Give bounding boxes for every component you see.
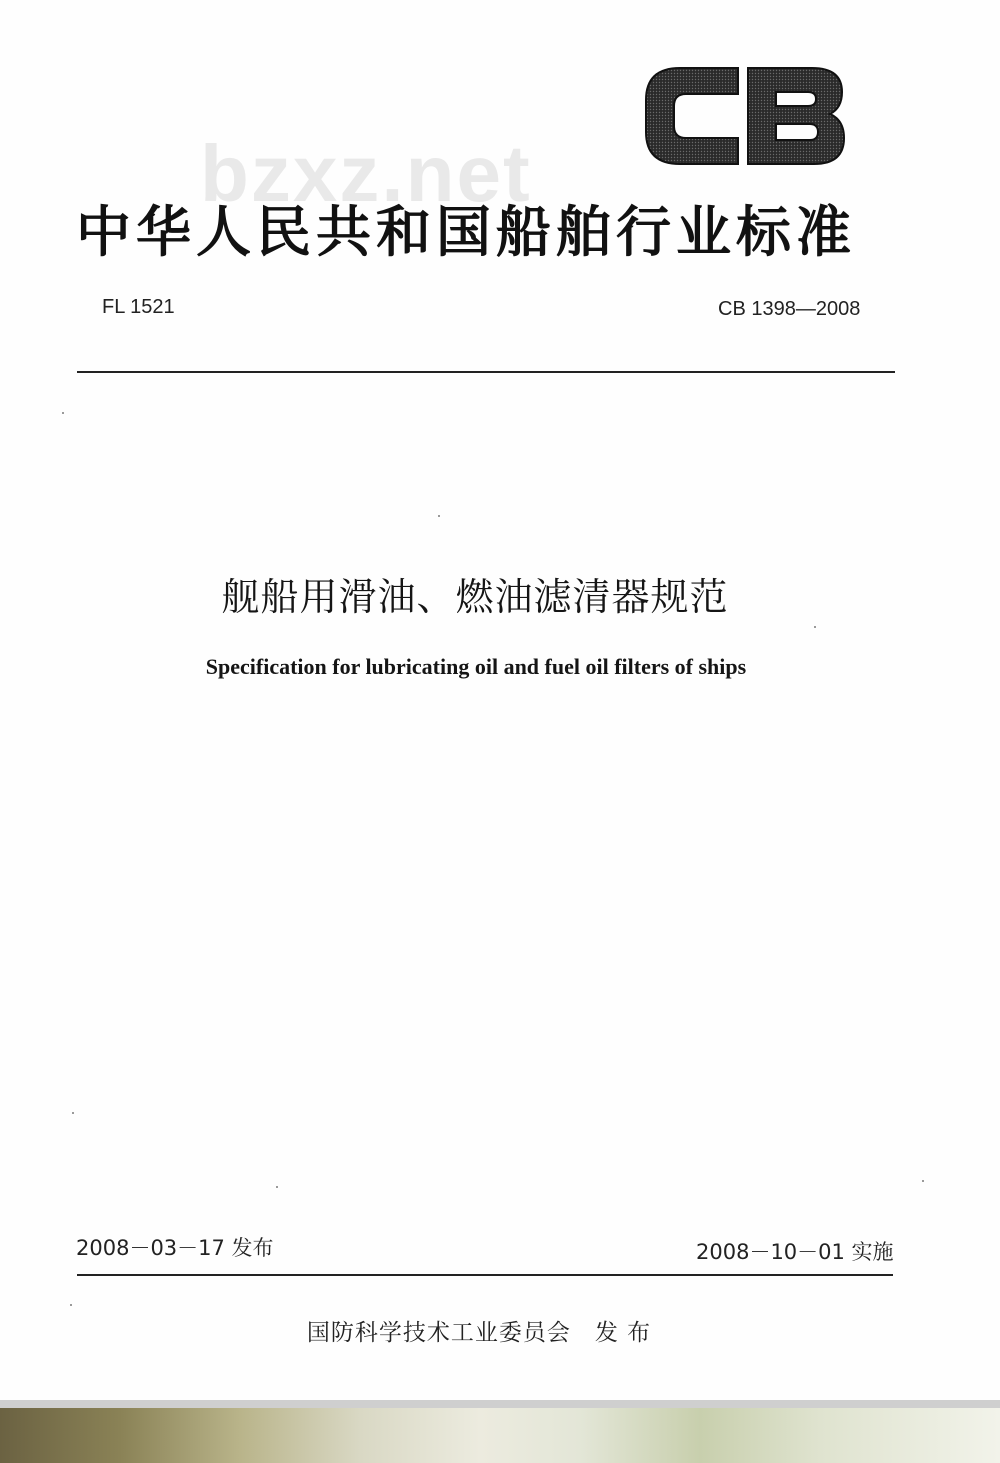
effective-date: 2008－10－01 实施 <box>696 1240 894 1264</box>
scan-speck <box>922 1180 924 1182</box>
header-divider <box>77 371 895 373</box>
page-shadow <box>0 1400 1000 1408</box>
publisher-line <box>0 1314 958 1347</box>
background-photo-strip <box>0 1400 1000 1463</box>
classification-code: FL 1521 <box>102 296 175 318</box>
publisher-name: 国防科学技术工业委员会 <box>306 1320 571 1346</box>
standard-number: CB 1398—2008 <box>718 298 861 320</box>
publish-label: 发 布 <box>594 1320 652 1346</box>
scan-speck <box>62 412 64 414</box>
scan-speck <box>70 1304 72 1306</box>
scan-speck <box>438 515 440 517</box>
standard-category-title: 中华人民共和国船舶行业标准 <box>76 200 857 264</box>
issue-date: 2008－03－17 发布 <box>76 1236 274 1260</box>
cb-logo <box>640 60 850 172</box>
scan-speck <box>276 1186 278 1188</box>
watermark-text: bzxz.net <box>200 129 532 218</box>
document-title-cn: 舰船用滑油、燃油滤清器规范 <box>221 575 729 619</box>
footer-divider <box>77 1274 893 1276</box>
scan-speck <box>814 626 816 628</box>
document-title-en: Specification for lubricating oil and fuel oil filters of ships <box>205 654 747 679</box>
scan-speck <box>72 1112 74 1114</box>
